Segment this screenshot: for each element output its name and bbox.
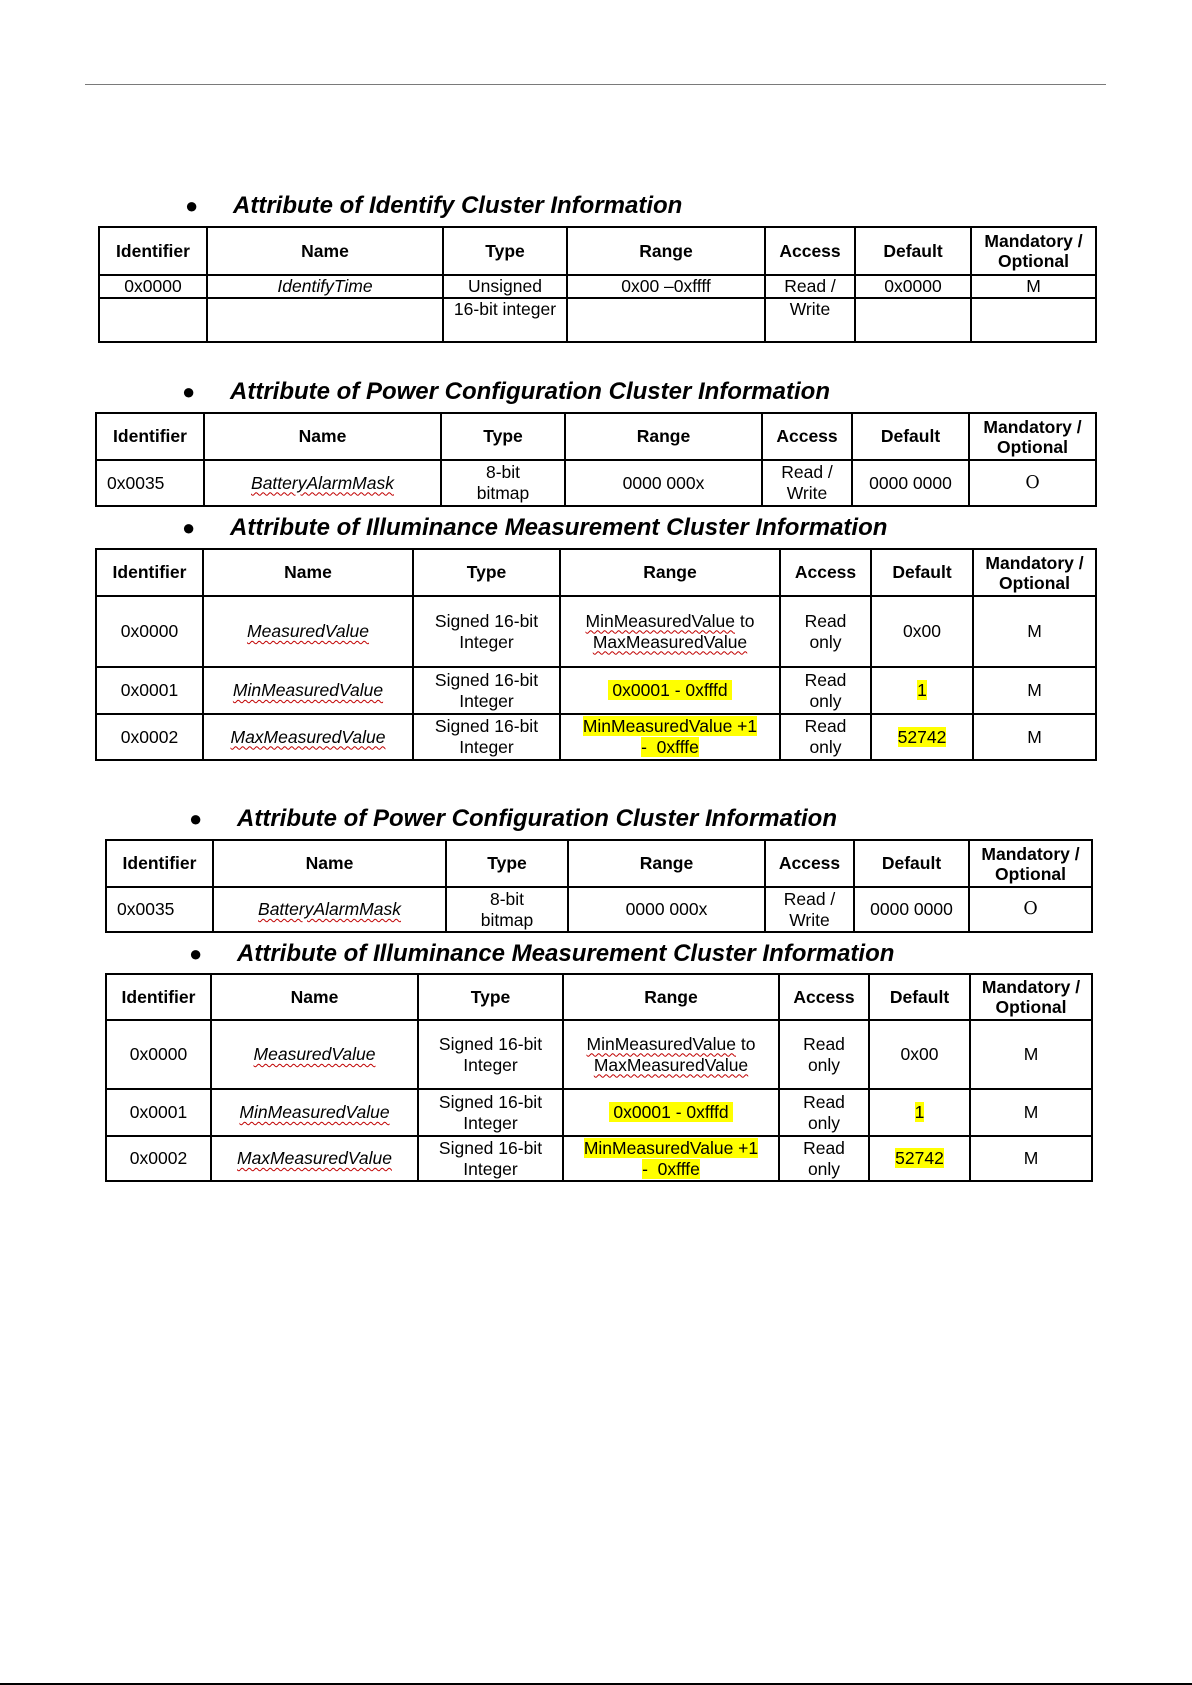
range-highlight: - 0xfffe (641, 737, 699, 757)
cell-access: Read / Write (765, 887, 854, 932)
cell-default: 0000 0000 (852, 460, 969, 506)
col-access: Access (779, 974, 869, 1020)
section-title: Attribute of Illuminance Measurement Cluster Information (237, 940, 895, 967)
section-heading-power (182, 378, 830, 406)
col-type: Type (441, 413, 565, 460)
section-title: Attribute of Illuminance Measurement Cluster Information (230, 514, 888, 541)
identify-attribute-table (98, 226, 1097, 343)
cell-mandatory: O (969, 887, 1092, 932)
cell-range: 0000 000x (565, 460, 762, 506)
cell-access: Read only (779, 1089, 869, 1136)
cell-identifier: 0x0000 (96, 596, 203, 667)
cell-access: Read only (780, 667, 871, 714)
col-mandatory: Mandatory / Optional (971, 227, 1096, 275)
table-row (96, 714, 1096, 760)
cell-name: MinMeasuredValue (203, 667, 413, 714)
col-name: Name (211, 974, 418, 1020)
col-range: Range (563, 974, 779, 1020)
cell-range (560, 714, 780, 760)
cell-name: BatteryAlarmMask (204, 460, 441, 506)
cell-access: Read only (780, 714, 871, 760)
cell-identifier: 0x0035 (106, 887, 213, 932)
section-heading-illuminance-2 (189, 940, 895, 968)
bullet-icon: ● (182, 515, 196, 540)
table-row (106, 1136, 1092, 1181)
range-max: MaxMeasuredValue (592, 631, 748, 652)
cell-range (560, 667, 780, 714)
cell-mandatory: M (970, 1136, 1092, 1181)
col-range: Range (568, 840, 765, 887)
section-heading-identify (185, 192, 683, 220)
default-highlight: 1 (917, 680, 927, 700)
col-access: Access (765, 227, 855, 275)
cell-type-cont: 16-bit integer (443, 298, 567, 342)
cell-empty (567, 298, 765, 342)
cell-name: MaxMeasuredValue (203, 714, 413, 760)
col-default: Default (869, 974, 970, 1020)
col-name: Name (204, 413, 441, 460)
cell-identifier: 0x0001 (106, 1089, 211, 1136)
table-header-row (96, 549, 1096, 596)
col-identifier: Identifier (96, 413, 204, 460)
range-min: MinMeasuredValue (586, 1033, 736, 1054)
range-highlight: MinMeasuredValue +1 (582, 716, 758, 736)
col-type: Type (446, 840, 568, 887)
cell-type: 8-bit bitmap (446, 887, 568, 932)
cell-identifier: 0x0000 (106, 1020, 211, 1089)
col-access: Access (780, 549, 871, 596)
section-heading-power-2 (189, 805, 837, 833)
table-row (96, 460, 1096, 506)
section-title: Attribute of Power Configuration Cluster Information (230, 378, 830, 405)
cell-range (563, 1136, 779, 1181)
cell-mandatory: O (969, 460, 1096, 506)
col-default: Default (852, 413, 969, 460)
cell-name: IdentifyTime (207, 275, 443, 298)
cell-range: 0000 000x (568, 887, 765, 932)
cell-access: Read / Write (762, 460, 852, 506)
cell-empty (971, 298, 1096, 342)
cell-identifier: 0x0002 (106, 1136, 211, 1181)
cell-range (560, 596, 780, 667)
table-row-continued (99, 298, 1096, 342)
cell-default: 0x00 (869, 1020, 970, 1089)
default-highlight: 52742 (897, 726, 947, 747)
cell-name: MeasuredValue (203, 596, 413, 667)
cell-empty (855, 298, 971, 342)
col-identifier: Identifier (106, 840, 213, 887)
cell-default (869, 1089, 970, 1136)
col-default: Default (855, 227, 971, 275)
col-range: Range (567, 227, 765, 275)
cell-identifier: 0x0001 (96, 667, 203, 714)
col-identifier: Identifier (99, 227, 207, 275)
cell-identifier: 0x0035 (96, 460, 204, 506)
col-type: Type (413, 549, 560, 596)
illuminance-attribute-table (95, 548, 1097, 761)
col-mandatory: Mandatory / Optional (969, 840, 1092, 887)
cell-default: 0x0000 (855, 275, 971, 298)
col-default: Default (854, 840, 969, 887)
table-row (96, 667, 1096, 714)
bullet-icon: ● (182, 379, 196, 404)
cell-default (869, 1136, 970, 1181)
cell-access: Read only (780, 596, 871, 667)
cell-identifier: 0x0000 (99, 275, 207, 298)
range-to: to (735, 610, 755, 631)
table-header-row (96, 413, 1096, 460)
cell-type: Signed 16-bit Integer (418, 1136, 563, 1181)
table-row (106, 1020, 1092, 1089)
col-identifier: Identifier (96, 549, 203, 596)
col-name: Name (213, 840, 446, 887)
cell-default (871, 714, 973, 760)
range-min: MinMeasuredValue (585, 610, 735, 631)
cell-type: Unsigned (443, 275, 567, 298)
cell-default (871, 667, 973, 714)
col-range: Range (565, 413, 762, 460)
cell-name: MinMeasuredValue (211, 1089, 418, 1136)
cell-type: Signed 16-bit Integer (413, 596, 560, 667)
section-heading-illuminance (182, 514, 888, 542)
bullet-icon: ● (189, 806, 203, 831)
cell-type: Signed 16-bit Integer (418, 1020, 563, 1089)
cell-type: Signed 16-bit Integer (413, 667, 560, 714)
col-access: Access (762, 413, 852, 460)
table-row (99, 275, 1096, 298)
cell-default: 0000 0000 (854, 887, 969, 932)
illuminance-attribute-table-2 (105, 973, 1093, 1182)
range-to: to (736, 1033, 756, 1054)
table-row (106, 1089, 1092, 1136)
cell-access: Read only (779, 1136, 869, 1181)
cell-mandatory: M (970, 1089, 1092, 1136)
col-default: Default (871, 549, 973, 596)
cell-empty (99, 298, 207, 342)
range-highlight: 0x0001 - 0xfffd (609, 1102, 732, 1122)
cell-type: Signed 16-bit Integer (413, 714, 560, 760)
col-access: Access (765, 840, 854, 887)
cell-access-cont: Write (765, 298, 855, 342)
section-title: Attribute of Power Configuration Cluster Information (237, 805, 837, 832)
cell-empty (207, 298, 443, 342)
bullet-icon: ● (185, 193, 199, 218)
col-mandatory: Mandatory / Optional (969, 413, 1096, 460)
cell-type: Signed 16-bit Integer (418, 1089, 563, 1136)
header-rule (85, 84, 1106, 85)
col-mandatory: Mandatory / Optional (970, 974, 1092, 1020)
power-attribute-table-2 (105, 839, 1093, 933)
cell-mandatory: M (973, 667, 1096, 714)
range-highlight: - 0xfffe (642, 1158, 700, 1179)
cell-identifier: 0x0002 (96, 714, 203, 760)
range-max: MaxMeasuredValue (593, 1054, 749, 1075)
range-highlight: MinMeasuredValue +1 (583, 1137, 759, 1158)
col-mandatory: Mandatory / Optional (973, 549, 1096, 596)
col-name: Name (207, 227, 443, 275)
cell-range: 0x00 –0xffff (567, 275, 765, 298)
cell-mandatory: M (970, 1020, 1092, 1089)
cell-mandatory: M (973, 596, 1096, 667)
table-row (106, 887, 1092, 932)
default-highlight: 52742 (895, 1148, 944, 1168)
col-type: Type (418, 974, 563, 1020)
cell-access: Read only (779, 1020, 869, 1089)
table-header-row (106, 840, 1092, 887)
table-header-row (99, 227, 1096, 275)
cell-name: MeasuredValue (211, 1020, 418, 1089)
table-row (96, 596, 1096, 667)
cell-range (563, 1089, 779, 1136)
section-title: Attribute of Identify Cluster Information (233, 192, 683, 219)
cell-name: BatteryAlarmMask (213, 887, 446, 932)
table-header-row (106, 974, 1092, 1020)
col-type: Type (443, 227, 567, 275)
cell-range (563, 1020, 779, 1089)
cell-name: MaxMeasuredValue (211, 1136, 418, 1181)
cell-mandatory: M (971, 275, 1096, 298)
bullet-icon: ● (189, 941, 203, 966)
cell-default: 0x00 (871, 596, 973, 667)
power-attribute-table (95, 412, 1097, 507)
col-range: Range (560, 549, 780, 596)
cell-type: 8-bit bitmap (441, 460, 565, 506)
col-identifier: Identifier (106, 974, 211, 1020)
range-highlight: 0x0001 - 0xfffd (608, 680, 731, 700)
cell-access: Read / (765, 275, 855, 298)
default-highlight: 1 (914, 1102, 925, 1122)
col-name: Name (203, 549, 413, 596)
cell-mandatory: M (973, 714, 1096, 760)
